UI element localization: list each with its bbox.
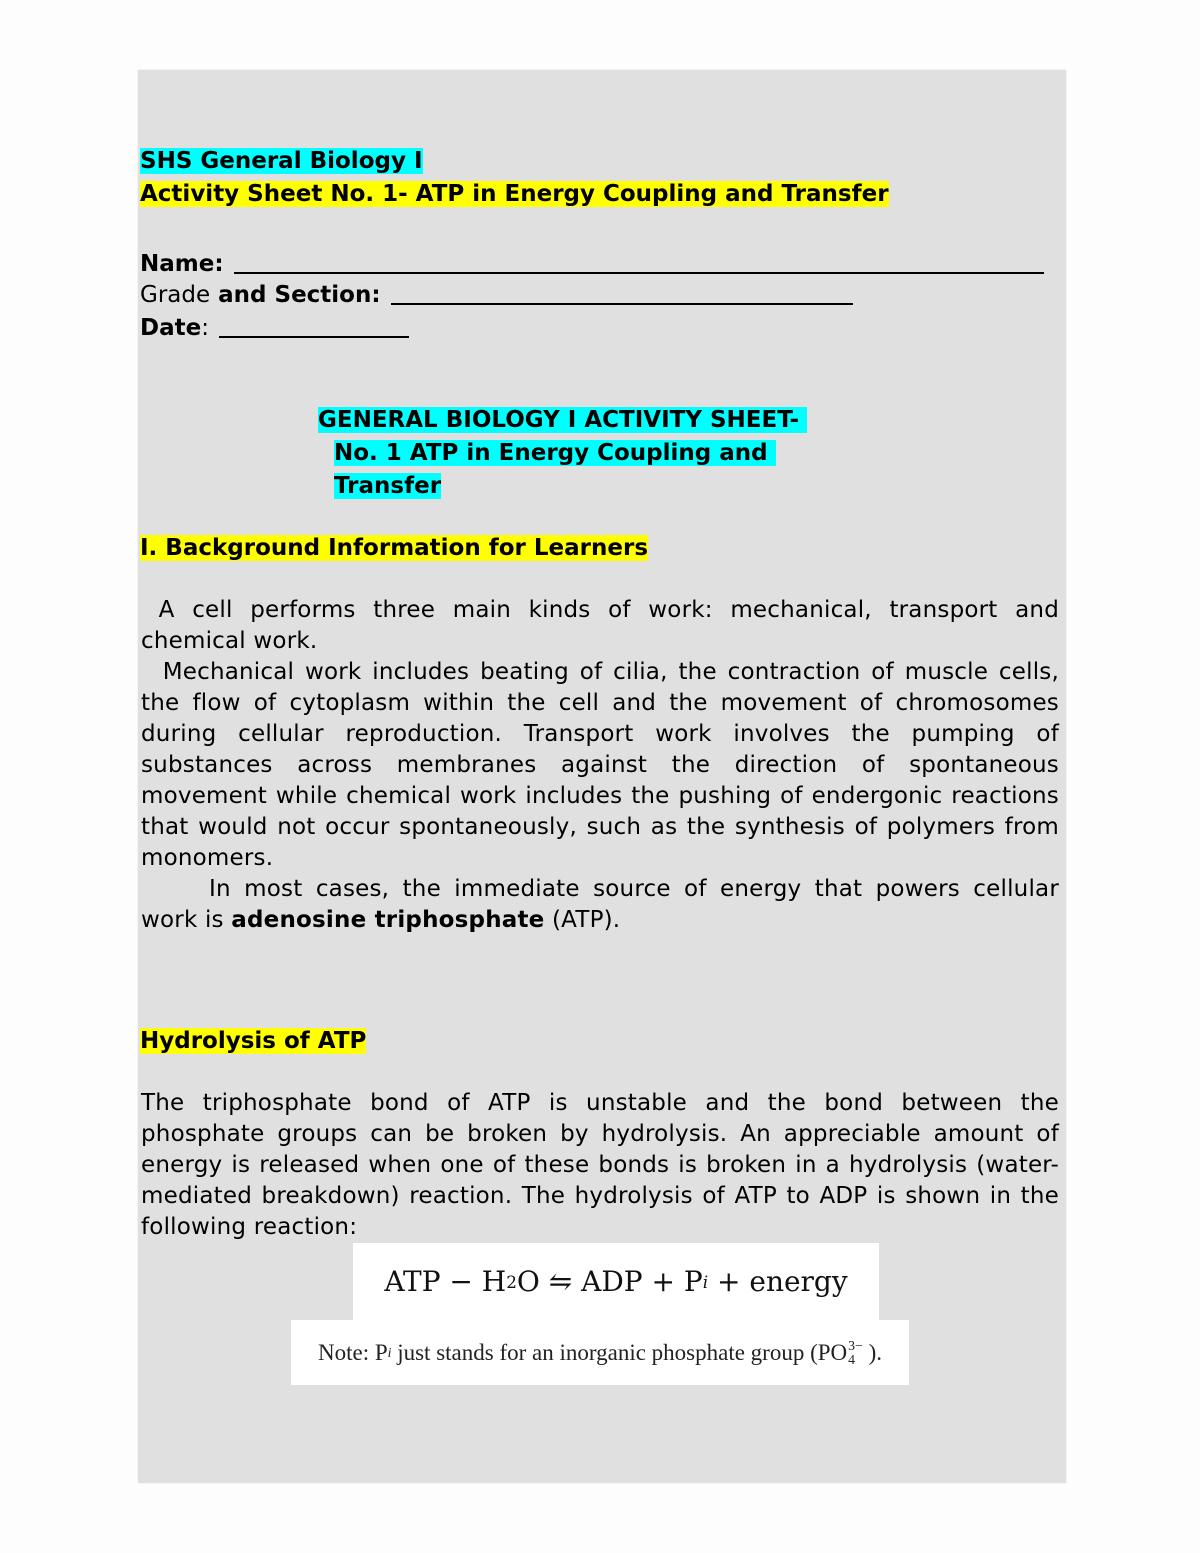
- atp-term: adenosine triphosphate: [231, 907, 545, 933]
- date-colon: :: [201, 315, 209, 341]
- grade-section-blank-line[interactable]: [391, 279, 853, 305]
- phosphate-note: Note: P i just stands for an inorganic phosphate group (PO 3− 4 ).: [291, 1320, 909, 1385]
- name-blank-line[interactable]: [234, 248, 1044, 274]
- date-blank-line[interactable]: [219, 312, 409, 338]
- sheet-title-line-3: Transfer: [334, 473, 442, 499]
- grade-label: Grade: [140, 282, 211, 308]
- background-paragraphs: [141, 595, 1067, 936]
- paragraph-atp-source: In most cases, the immediate source of energy that powers cellular work is adenosine triphosphate (ATP).: [141, 876, 1059, 933]
- paragraph-hydrolysis: The triphosphate bond of ATP is unstable and the bond between the phosphate groups can be broken by hydrolysis. An appreciable amount of energy is released when one of these bonds is broken in a hydrolysis (water-mediated breakdown) reaction. The hydrolysis of ATP to ADP is shown in the following reaction:: [141, 1090, 1059, 1240]
- grade-section-field: [140, 279, 853, 311]
- sheet-title-line-1: GENERAL BIOLOGY I ACTIVITY SHEET-: [318, 407, 808, 433]
- atp-hydrolysis-equation: ATP − H 2 O ⇋ ADP + P i + energy: [353, 1243, 879, 1320]
- section-label: and Section:: [210, 282, 381, 308]
- name-label: Name:: [140, 251, 224, 277]
- phosphate-charge: 3− 4: [848, 1338, 863, 1367]
- hydrolysis-paragraph-container: [141, 1088, 1059, 1243]
- course-title: SHS General Biology I: [140, 148, 423, 174]
- sheet-title-line-2: No. 1 ATP in Energy Coupling and: [334, 440, 776, 466]
- paragraph-work-types: Mechanical work includes beating of cilia, the contraction of muscle cells, the flow of cytoplasm within the cell and the movement of chromosomes during cellular reproduction. Transport work involves the pumping of substances across membranes against the direction of spontaneous movement while chemical work includes the pushing of endergonic reactions that would not occur spontaneously, such as the synthesis of polymers from monomers.: [141, 659, 1067, 871]
- name-field: [140, 248, 1044, 280]
- date-label: Date: [140, 315, 202, 341]
- section-heading-background: I. Background Information for Learners: [140, 535, 649, 561]
- document-page: [138, 70, 1066, 1483]
- section-heading-hydrolysis: Hydrolysis of ATP: [140, 1028, 367, 1054]
- paragraph-kinds-of-work: A cell performs three main kinds of work: mechanical, transport and chemical work.: [141, 597, 1067, 654]
- activity-title: Activity Sheet No. 1- ATP in Energy Coupling and Transfer: [140, 181, 889, 207]
- date-field: [140, 312, 409, 344]
